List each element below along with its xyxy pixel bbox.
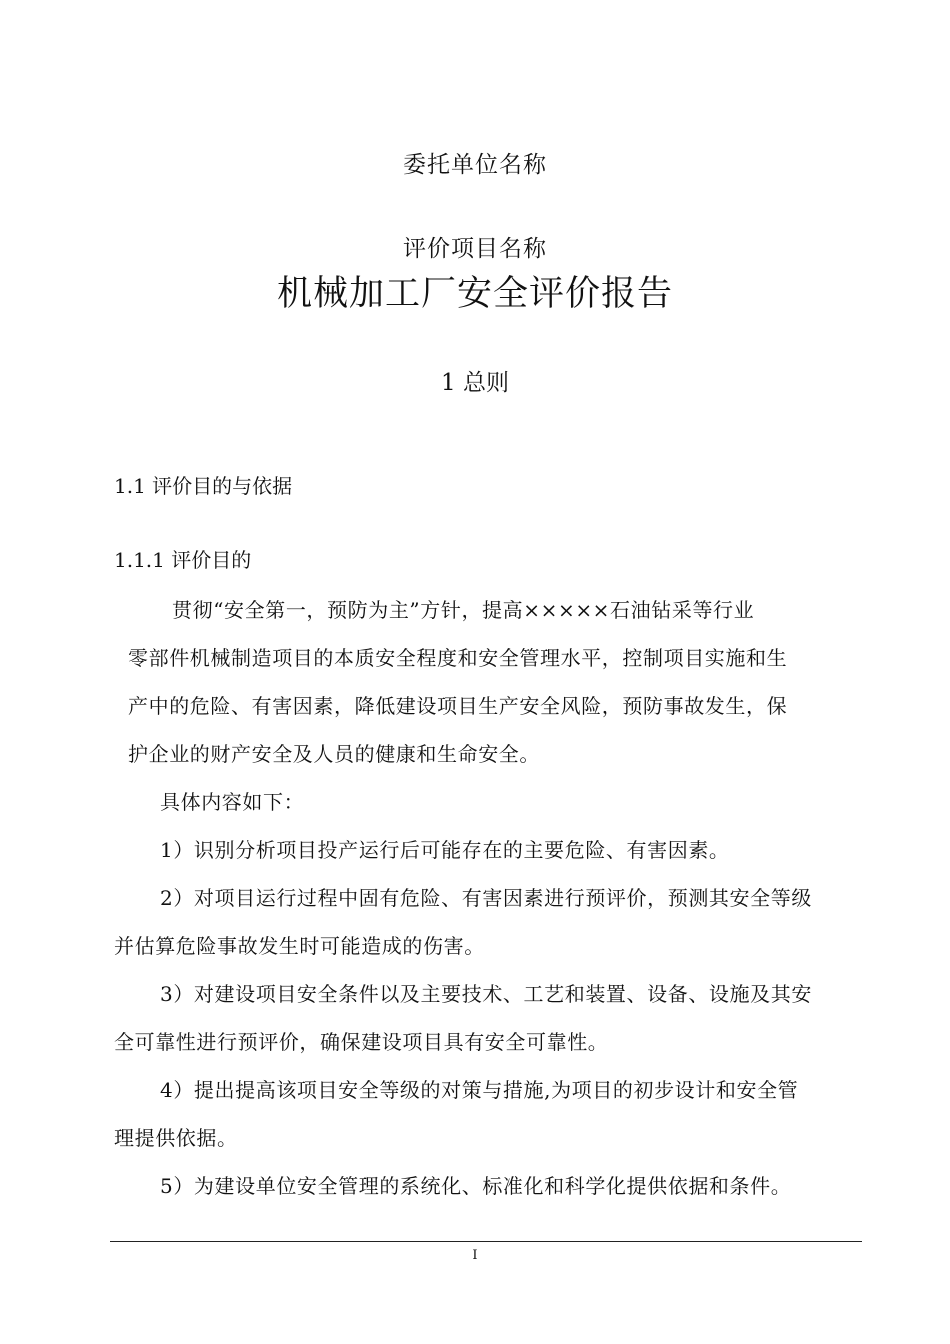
footer-divider	[110, 1241, 862, 1242]
project-name: 评价项目名称	[403, 236, 547, 262]
purpose-line: 护企业的财产安全及人员的健康和生命安全。	[128, 742, 540, 766]
list-item-2-continuation: 并估算危险事故发生时可能造成的伤害。	[114, 934, 485, 958]
list-item-3: 3）对建设项目安全条件以及主要技术、工艺和装置、设备、设施及其安	[160, 982, 812, 1006]
section-heading: 1.1 评价目的与依据	[114, 474, 293, 498]
purpose-line: 贯彻“安全第一，预防为主”方针，提高×××××石油钻采等行业	[172, 598, 755, 622]
list-item-4-continuation: 理提供依据。	[114, 1126, 238, 1150]
purpose-line: 零部件机械制造项目的本质安全程度和安全管理水平，控制项目实施和生	[128, 646, 788, 670]
report-title: 机械加工厂安全评价报告	[276, 274, 673, 314]
list-item-4: 4）提出提高该项目安全等级的对策与措施,为项目的初步设计和安全管	[160, 1078, 799, 1102]
list-item-3-continuation: 全可靠性进行预评价，确保建设项目具有安全可靠性。	[114, 1030, 609, 1054]
content-intro: 具体内容如下：	[160, 790, 305, 814]
client-name: 委托单位名称	[403, 152, 547, 178]
list-item-5: 5）为建设单位安全管理的系统化、标准化和科学化提供依据和条件。	[160, 1174, 792, 1198]
list-item-2: 2）对项目运行过程中固有危险、有害因素进行预评价，预测其安全等级	[160, 886, 812, 910]
subsection-heading: 1.1.1 评价目的	[114, 548, 252, 572]
list-item-1: 1）识别分析项目投产运行后可能存在的主要危险、有害因素。	[160, 838, 730, 862]
chapter-title: 1 总则	[441, 370, 509, 396]
page-number: I	[472, 1248, 478, 1263]
purpose-line: 产中的危险、有害因素，降低建设项目生产安全风险，预防事故发生，保	[128, 694, 788, 718]
